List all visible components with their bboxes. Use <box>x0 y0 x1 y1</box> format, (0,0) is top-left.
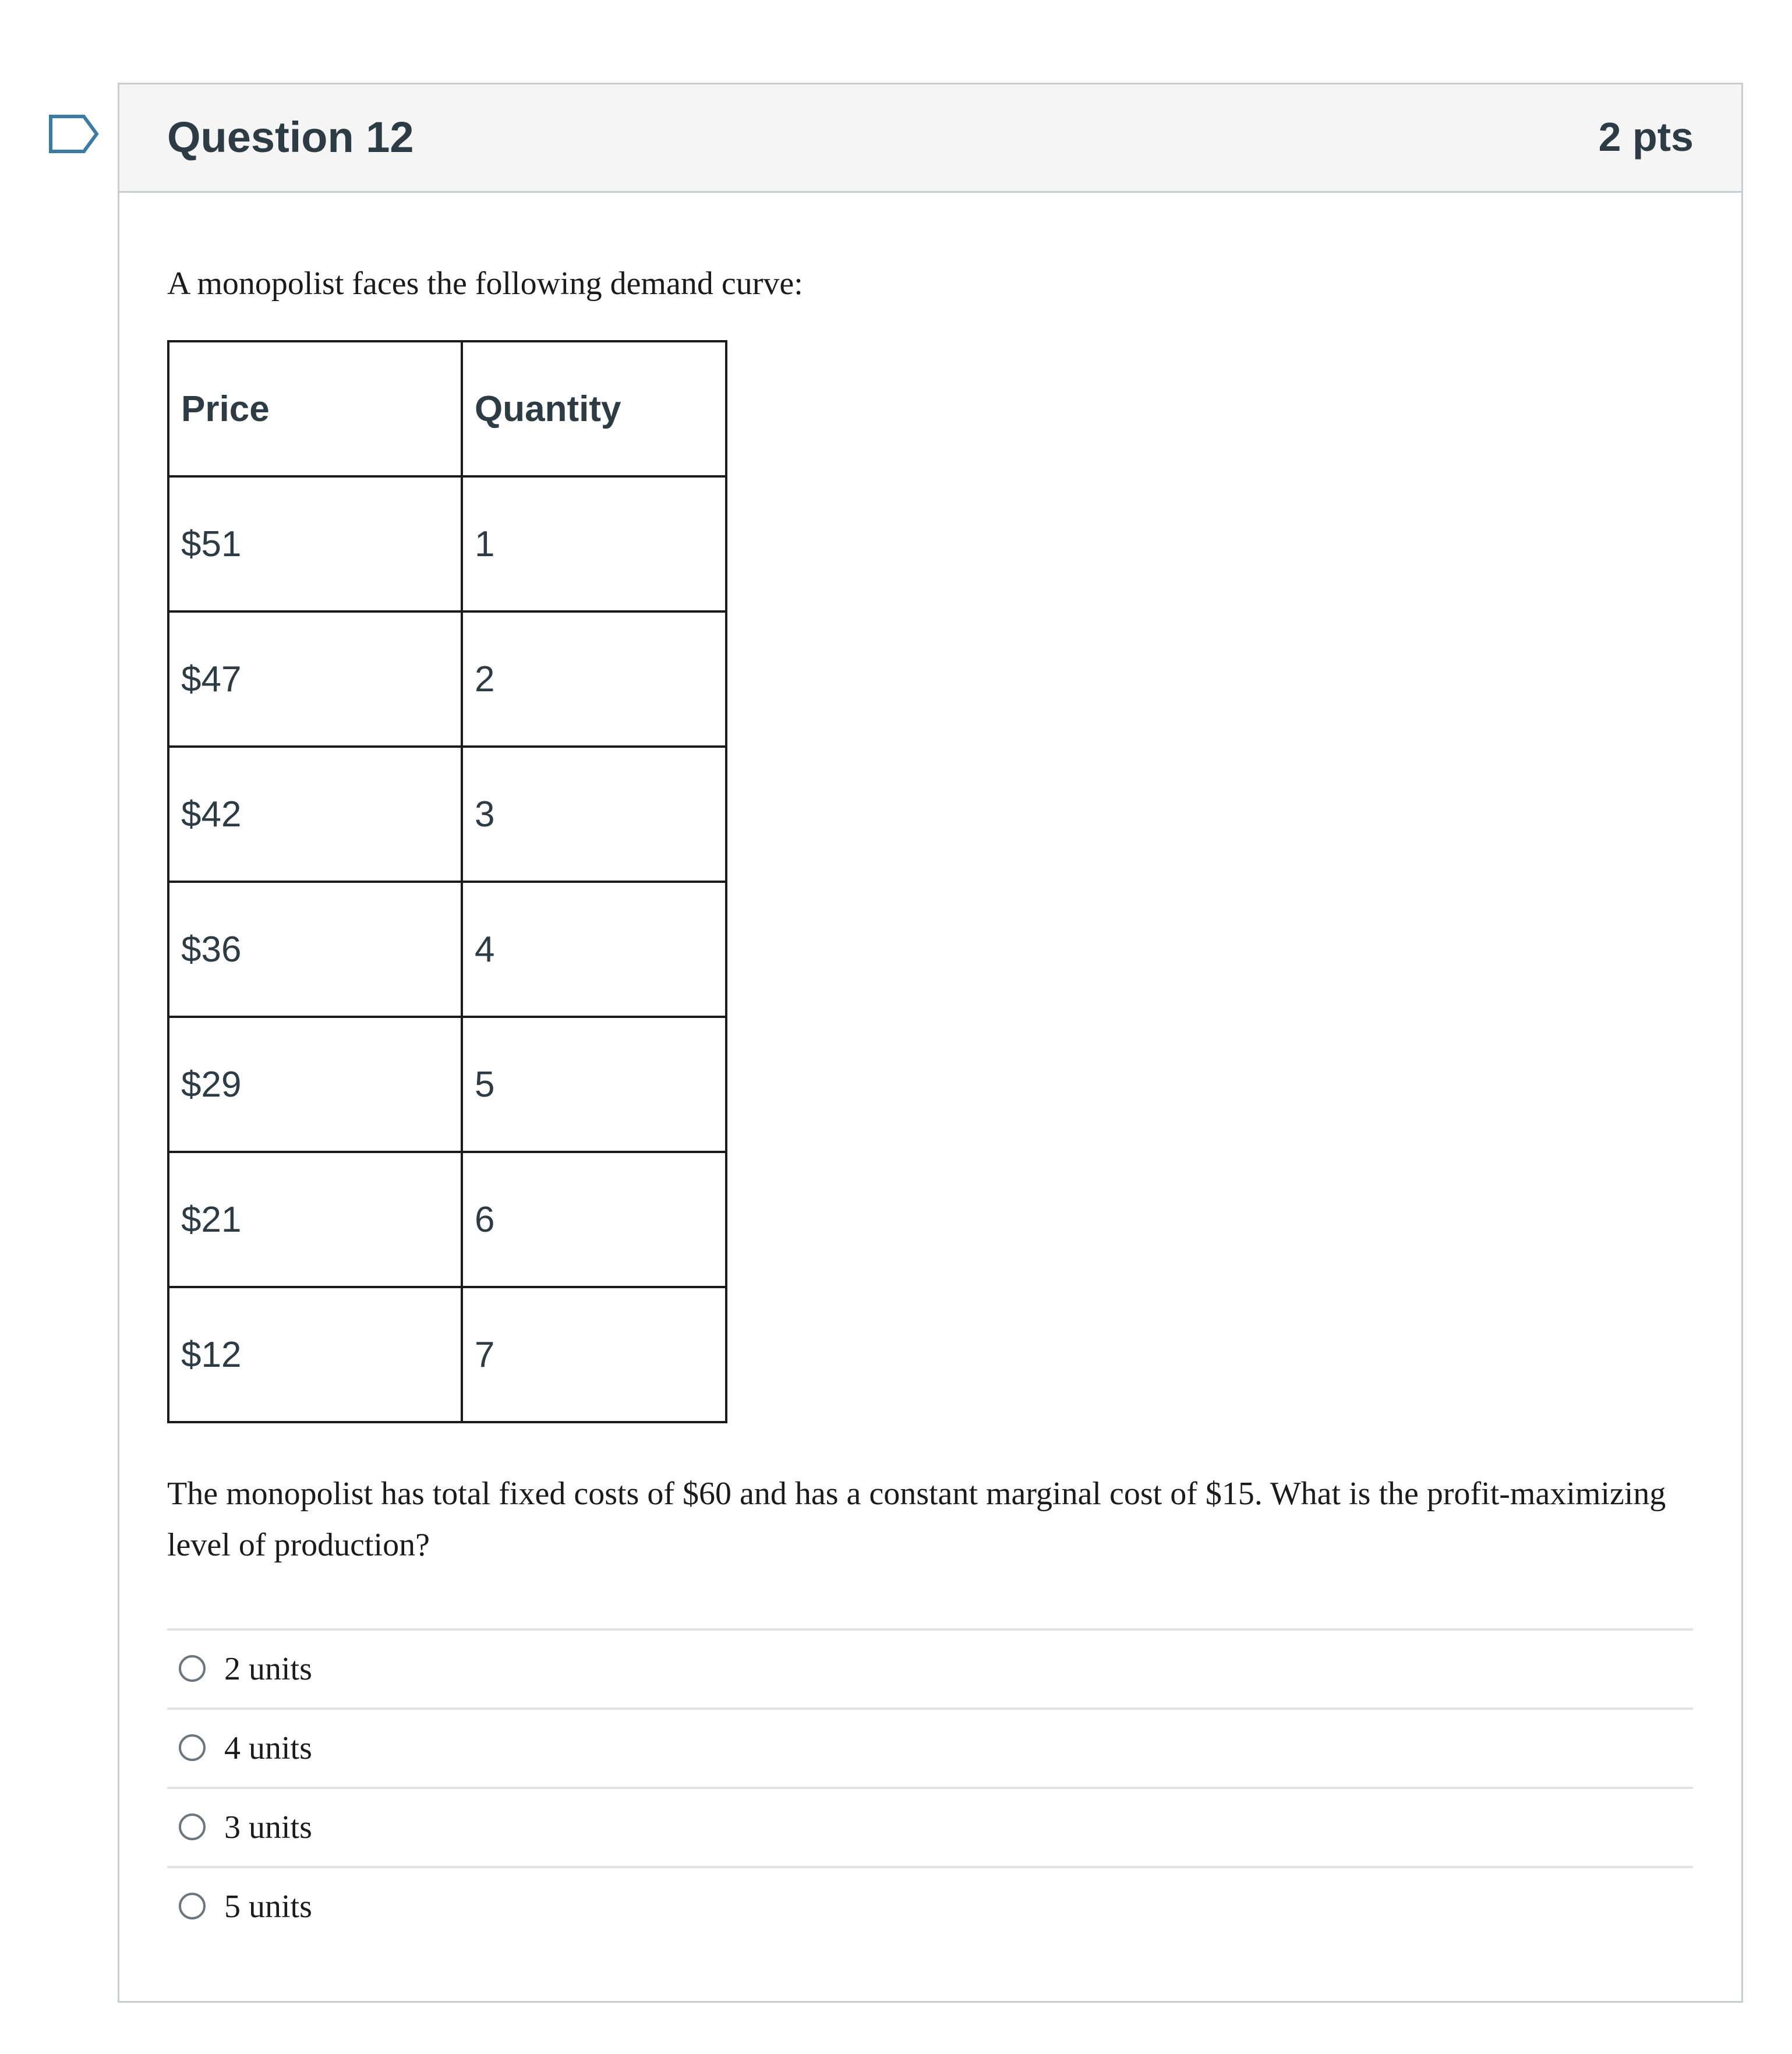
quantity-header: Quantity <box>462 341 726 476</box>
table-row <box>168 1287 726 1422</box>
answer-label[interactable]: 4 units <box>224 1730 312 1766</box>
flag-question-icon[interactable] <box>49 115 99 153</box>
quantity-cell: 7 <box>462 1287 726 1422</box>
price-cell: $36 <box>168 882 462 1017</box>
table-row <box>168 1152 726 1287</box>
answer-label[interactable]: 5 units <box>224 1889 312 1925</box>
answer-option[interactable] <box>167 1710 1693 1789</box>
price-cell: $42 <box>168 747 462 882</box>
quantity-cell: 4 <box>462 882 726 1017</box>
table-row <box>168 476 726 611</box>
question-points: 2 pts <box>1598 114 1694 160</box>
answer-option[interactable] <box>167 1631 1693 1710</box>
answer-list <box>167 1628 1693 1947</box>
question-header <box>119 84 1741 193</box>
table-row <box>168 882 726 1017</box>
radio-button[interactable] <box>179 1893 206 1919</box>
answer-label[interactable]: 3 units <box>224 1809 312 1846</box>
quantity-cell: 6 <box>462 1152 726 1287</box>
price-cell: $21 <box>168 1152 462 1287</box>
price-cell: $47 <box>168 611 462 747</box>
quantity-cell: 1 <box>462 476 726 611</box>
table-row <box>168 747 726 882</box>
price-cell: $12 <box>168 1287 462 1422</box>
price-header: Price <box>168 341 462 476</box>
answer-option[interactable] <box>167 1789 1693 1868</box>
answer-label[interactable]: 2 units <box>224 1651 312 1687</box>
radio-button[interactable] <box>179 1813 206 1840</box>
table-row <box>168 611 726 747</box>
quantity-cell: 2 <box>462 611 726 747</box>
question-card <box>118 83 1743 2003</box>
demand-table <box>167 340 727 1423</box>
question-title: Question 12 <box>167 113 414 161</box>
question-prompt: A monopolist faces the following demand curve: <box>167 266 803 302</box>
table-header-row <box>168 341 726 476</box>
quantity-cell: 3 <box>462 747 726 882</box>
question-text: The monopolist has total fixed costs of $60 and has a constant marginal cost of $15. What is the profit-maximizing level of production? <box>167 1476 1666 1563</box>
price-cell: $51 <box>168 476 462 611</box>
price-cell: $29 <box>168 1017 462 1152</box>
radio-button[interactable] <box>179 1734 206 1761</box>
answer-option[interactable] <box>167 1868 1693 1947</box>
quantity-cell: 5 <box>462 1017 726 1152</box>
table-row <box>168 1017 726 1152</box>
radio-button[interactable] <box>179 1655 206 1682</box>
